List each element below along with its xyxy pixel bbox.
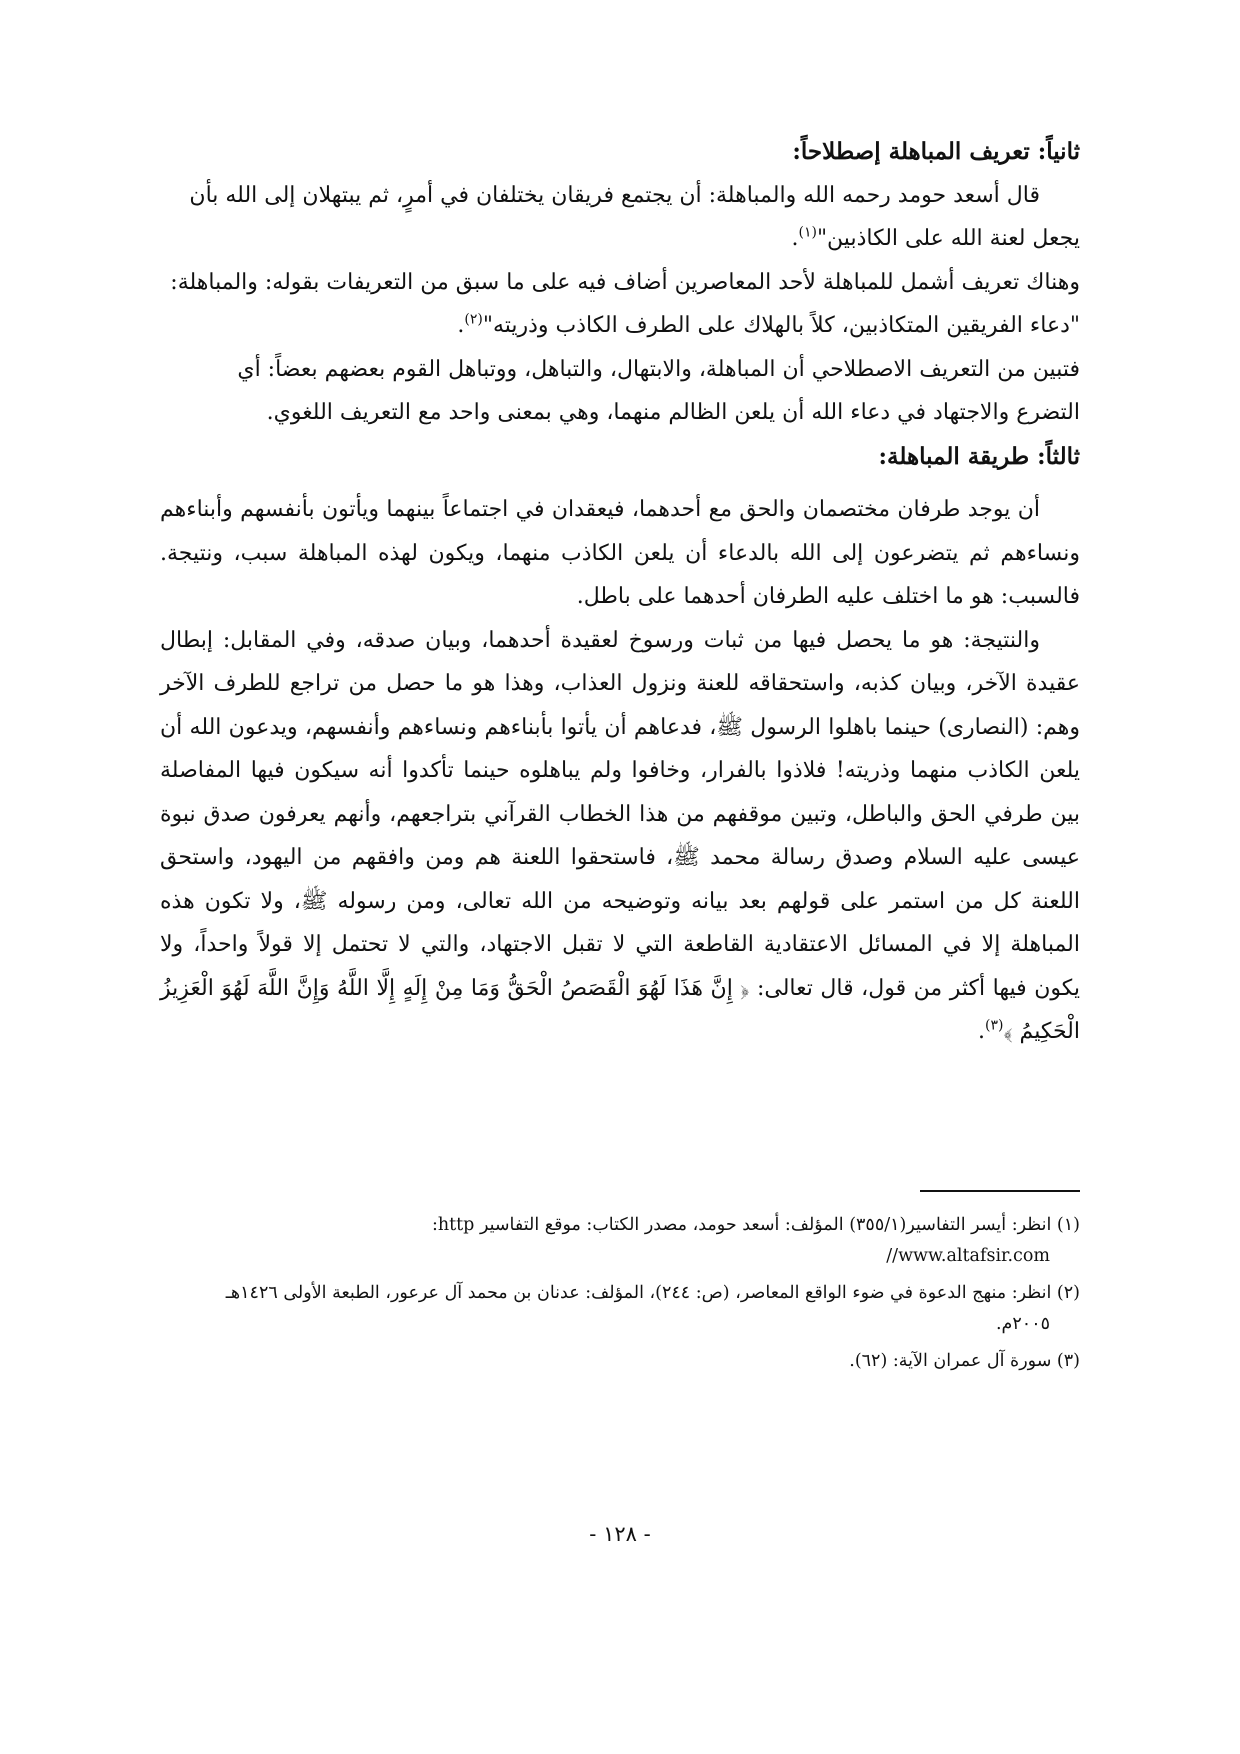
paragraph-method: أن يوجد طرفان مختصمان والحق مع أحدهما، فيعقدان في اجتماعاً بينهما ويأتون بأنفسهم وأبناءهم ونساءهم ثم يتضرعون إلى الله بالدعاء أن يلعن الكاذب منهما، ويكون لهذه المباهلة سبب، ونتيجة. فالسبب: هو ما اختلف عليه الطرفان أحدهما على باطل. — [160, 497, 1080, 609]
footnote-ref-1[interactable]: (١) — [798, 224, 817, 241]
footnote-1-link[interactable]: //www.altafsir.com — [886, 1246, 1050, 1266]
footnote-2-line-1: (٢) انظر: منهج الدعوة في ضوء الواقع المعاصر، (ص: ٢٤٤)، المؤلف: عدنان بن محمد آل عرعور، الطبعة الأولى ١٤٢٦هـ — [225, 1283, 1080, 1303]
paragraph-conclusion — [160, 348, 1080, 435]
footnote-3: (٣) سورة آل عمران الآية: (٦٢). — [849, 1351, 1080, 1371]
section-heading-terminology: ثانياً: تعريف المباهلة إصطلاحاً: — [792, 138, 1080, 165]
document-page — [160, 130, 1080, 1670]
footnote-2-line-2: ٢٠٠٥م. — [995, 1314, 1050, 1334]
definition-1-end: . — [791, 226, 799, 251]
paragraph-result — [160, 619, 1080, 1054]
definition-2-end: . — [457, 313, 465, 338]
footnote-2 — [160, 1278, 1080, 1340]
main-text — [160, 130, 1080, 1054]
page-number: - ١٢٨ - — [589, 1522, 651, 1546]
result-end: . — [978, 1019, 986, 1044]
footnote-1 — [160, 1210, 1080, 1272]
footnote-separator — [920, 1190, 1080, 1192]
paragraph-definition-2 — [160, 261, 1080, 348]
definition-2-line-1: وهناك تعريف أشمل للمباهلة لأحد المعاصرين أضاف فيه على ما سبق من التعريفات بقوله: والمباهلة: — [170, 269, 1080, 295]
definition-2-line-2: "دعاء الفريقين المتكاذبين، كلاً بالهلاك على الطرف الكاذب وذريته" — [482, 313, 1080, 338]
footnote-1-line-1: (١) انظر: أيسر التفاسير(٣٥٥/١) المؤلف: أسعد حومد، مصدر الكتاب: موقع التفاسير http: — [431, 1215, 1080, 1235]
result-text: والنتيجة: هو ما يحصل فيها من ثبات ورسوخ لعقيدة أحدهما، وبيان صدقه، وفي المقابل: إبطال عقيدة الآخر، وبيان كذبه، واستحقاقه للعنة ونزول العذاب، وهذا هو ما حصل من تراجع للطرف الآخر وهم: (النصارى) حينما باهلوا الرسول ﷺ، فدعاهم أن يأتوا بأبناءهم ونساءهم وأنفسهم، ويدعون الله أن يلعن الكاذب منهما وذريته! فلاذوا بالفرار، وخافوا ولم يباهلوه حينما تأكدوا أنه سيكون فيها المفاصلة بين طرفي الحق والباطل، وتبين موقفهم من هذا الخطاب القرآني بتراجعهم، وأنهم يعرفون صدق نبوة عيسى عليه السلام وصدق رسالة محمد ﷺ، فاستحقوا اللعنة هم ومن وافقهم من اليهود، واستحق اللعنة كل من استمر على قولهم بعد بيانه وتوضيحه من الله تعالى، ومن رسوله ﷺ، ولا تكون هذه المباهلة إلا في المسائل الاعتقادية القاطعة التي لا تقبل الاجتهاد، والتي لا تحتمل إلا قولاً واحداً، ولا يكون فيها أكثر من قول، قال تعالى: ﴿ إِنَّ هَذَا لَهُوَ الْقَصَصُ الْحَقُّ وَمَا مِنْ إِلَهٍ إِلَّا اللَّهُ وَإِنَّ اللَّهَ لَهُوَ الْعَزِيزُ الْحَكِيمُ ﴾ — [160, 627, 1081, 1044]
definition-1-line-2: يجعل لعنة الله على الكاذبين" — [816, 226, 1080, 251]
footnote-ref-2[interactable]: (٢) — [464, 311, 483, 328]
conclusion-line-1: فتبين من التعريف الاصطلاحي أن المباهلة، والابتهال، والتباهل، ووتباهل القوم بعضهم بعضاً: أي — [237, 356, 1080, 382]
conclusion-line-2: التضرع والاجتهاد في دعاء الله أن يلعن الظالم منهما، وهي بمعنى واحد مع التعريف اللغوي. — [266, 400, 1080, 425]
section-heading-method: ثالثاً: طريقة المباهلة: — [878, 442, 1080, 470]
footnotes — [160, 1210, 1080, 1383]
definition-1-line-1: قال أسعد حومد رحمه الله والمباهلة: أن يجتمع فريقان يختلفان في أمرٍ، ثم يبتهلان إلى الله بأن — [189, 182, 1040, 208]
paragraph-definition-1 — [160, 174, 1080, 261]
footnote-ref-3[interactable]: (٣) — [985, 1017, 1004, 1034]
